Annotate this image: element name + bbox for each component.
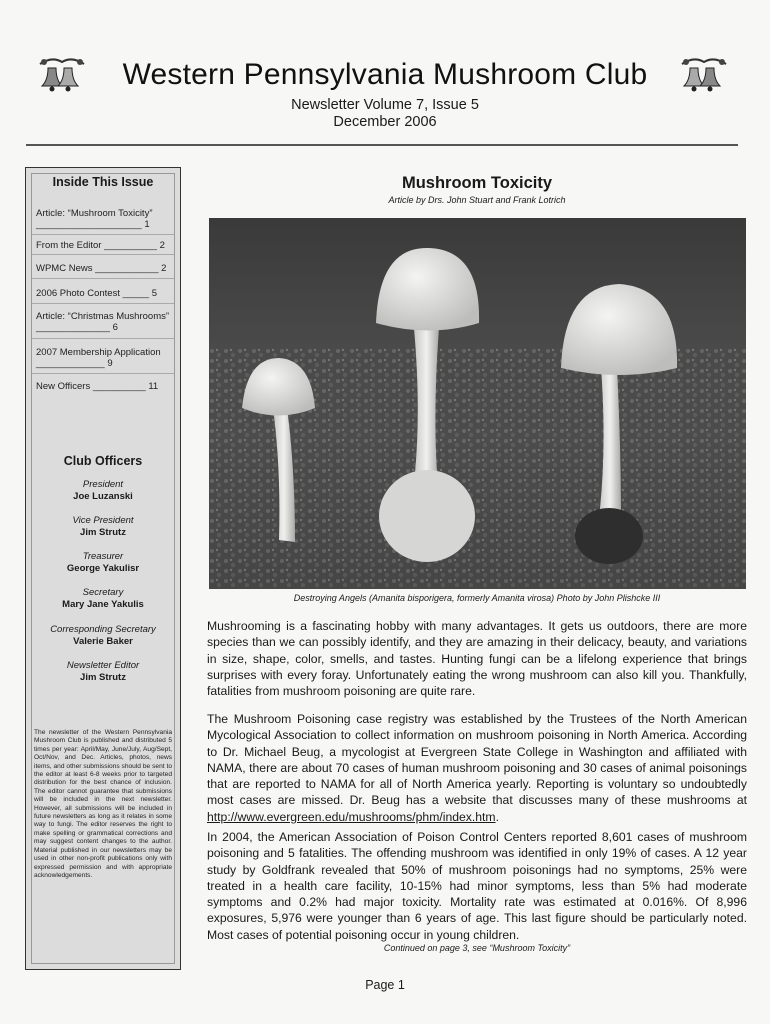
toc-divider <box>32 303 174 304</box>
article-paragraph: In 2004, the American Association of Poison Control Centers reported 8,601 cases of mushroom poisoning and 5 fatalities. The offending mushroom was identified in only 19% of cases. A 12 year study by Goldfrank revealed that 50% of mushroom poisonings had no symptoms, 25% were treated in a health care facility, 10-15% had minor symptoms, less than 5% had moderate symptoms and 0.2% had major toxicity. Mortality rate was estimated at 0.016%. Of 8,996 exposures, 5,976 were younger than 6 years of age. This last figure should be particularly noted. Most cases of potential poisoning occur in young children. <box>207 830 747 942</box>
toc-item[interactable] <box>36 288 172 299</box>
toc-item-page: 1 <box>144 219 150 230</box>
officer-entry <box>26 479 180 502</box>
photo-caption: Destroying Angels (Amanita bisporigera, formerly Amanita virosa) Photo by John Plishcke III <box>293 593 661 603</box>
toc-item-label: Article: “Christmas Mushrooms” ______________ <box>36 311 170 333</box>
toc-item-label: 2006 Photo Contest _____ <box>36 288 150 299</box>
mushroom-photo <box>209 218 746 589</box>
toc-item-page: 6 <box>112 322 118 333</box>
website-link[interactable]: http://www.evergreen.edu/mushrooms/phm/index.htm <box>207 809 496 824</box>
toc-item-page: 2 <box>161 263 167 274</box>
toc-item[interactable] <box>36 311 172 333</box>
article-byline: Article by Drs. John Stuart and Frank Lotrich <box>388 195 566 205</box>
officer-entry <box>26 624 180 647</box>
issue-date: December 2006 <box>333 114 437 130</box>
toc-item-label: New Officers __________ <box>36 381 146 392</box>
toc-item-page: 9 <box>107 358 113 369</box>
toc-divider <box>32 234 174 235</box>
officer-entry <box>26 515 180 538</box>
article-paragraph <box>207 711 747 825</box>
toc-divider <box>32 278 174 279</box>
christmas-bells-icon <box>676 50 732 94</box>
officer-role: Treasurer <box>82 551 124 562</box>
officer-entry <box>26 587 180 610</box>
toc-divider <box>32 338 174 339</box>
newsletter-title: Western Pennsylvania Mushroom Club <box>122 58 648 91</box>
officer-entry <box>26 660 180 683</box>
officer-name: Jim Strutz <box>80 671 126 683</box>
toc-title: Inside This Issue <box>52 175 154 189</box>
officer-role: Secretary <box>82 587 124 598</box>
sidebar <box>25 167 181 970</box>
toc-item-label: Article: “Mushroom Toxicity” ____________________ <box>36 208 153 230</box>
officer-role: Vice President <box>72 515 134 526</box>
officer-role: Corresponding Secretary <box>50 624 156 635</box>
newsletter-header <box>0 0 770 150</box>
toc-divider <box>32 254 174 255</box>
toc-item[interactable] <box>36 263 172 274</box>
page-number: Page 1 <box>365 978 405 992</box>
officers-title: Club Officers <box>63 454 143 468</box>
issue-info: Newsletter Volume 7, Issue 5 <box>291 97 479 113</box>
article-title: Mushroom Toxicity <box>401 174 553 192</box>
toc-item-label: WPMC News ____________ <box>36 263 159 274</box>
officer-name: Jim Strutz <box>80 526 126 538</box>
toc-item[interactable] <box>36 347 172 369</box>
toc-item-page: 2 <box>159 240 165 251</box>
officer-name: George Yakulisr <box>66 562 140 574</box>
officer-name: Mary Jane Yakulis <box>62 598 144 610</box>
header-divider <box>26 144 738 146</box>
toc-item[interactable] <box>36 240 172 251</box>
officer-entry <box>26 551 180 574</box>
paragraph-text: The Mushroom Poisoning case registry was established by the Trustees of the North American Mycological Association to collect information on mushroom poisoning in North America. According to Dr. Michael Beug, a mycologist at Evergreen State College in Washington and affiliated with NAMA, there are about 70 cases of human mushroom poisoning and 30 cases of animal poisonings that are reported to NAMA for all of North America yearly. Reporting is voluntary so undoubtedly most cases are missed. Dr. Beug has a website that discusses many of these mushrooms at <box>207 712 747 808</box>
officer-role: President <box>82 479 124 490</box>
article-paragraph: Mushrooming is a fascinating hobby with many advantages. It gets us outdoors, there are more species than we can possibly identify, and they are amazing in their delicacy, beauty, and variations in size, shape, color, smells, and tastes. Hunting fungi can be a lifelong experience that brings surprises with every foray. Unfortunately eating the wrong mushroom can also kill you. Thankfully, fatalities from mushroom poisoning are quite rare. <box>207 619 747 699</box>
toc-divider <box>32 373 174 374</box>
toc-item-label: 2007 Membership Application _____________ <box>36 347 161 369</box>
officer-role: Newsletter Editor <box>66 660 140 671</box>
paragraph-text: . <box>495 809 499 824</box>
toc-item-page: 5 <box>151 288 157 299</box>
officer-name: Valerie Baker <box>73 635 133 647</box>
newsletter-disclaimer: The newsletter of the Western Pennsylvania Mushroom Club is published and distributed 5 times per year: April/May, June/July, Aug/Sept, Oct/Nov, and Dec. Articles, photos, news items, and other submissions should be sent to the editor at least 6-8 weeks prior to targeted distribution for the best chance of inclusion. The editor cannot guarantee that submissions will be included in the next newsletter. However, all submissions will be included in future newsletters as long as it relates in some way to fungi. The editor reserves the right to make spelling or grammatical corrections and may suggest content changes to the author. Material published in our newsletters may be used in other non-profit publications only with expressed permission and with appropriate acknowledgements. <box>34 729 172 879</box>
toc-item[interactable] <box>36 381 172 392</box>
toc-item-label: From the Editor __________ <box>36 240 157 251</box>
toc-item[interactable] <box>36 208 172 230</box>
toc-item-page: 11 <box>148 381 159 392</box>
continued-note: Continued on page 3, see “Mushroom Toxicity” <box>383 943 571 953</box>
officer-name: Joe Luzanski <box>73 490 133 502</box>
